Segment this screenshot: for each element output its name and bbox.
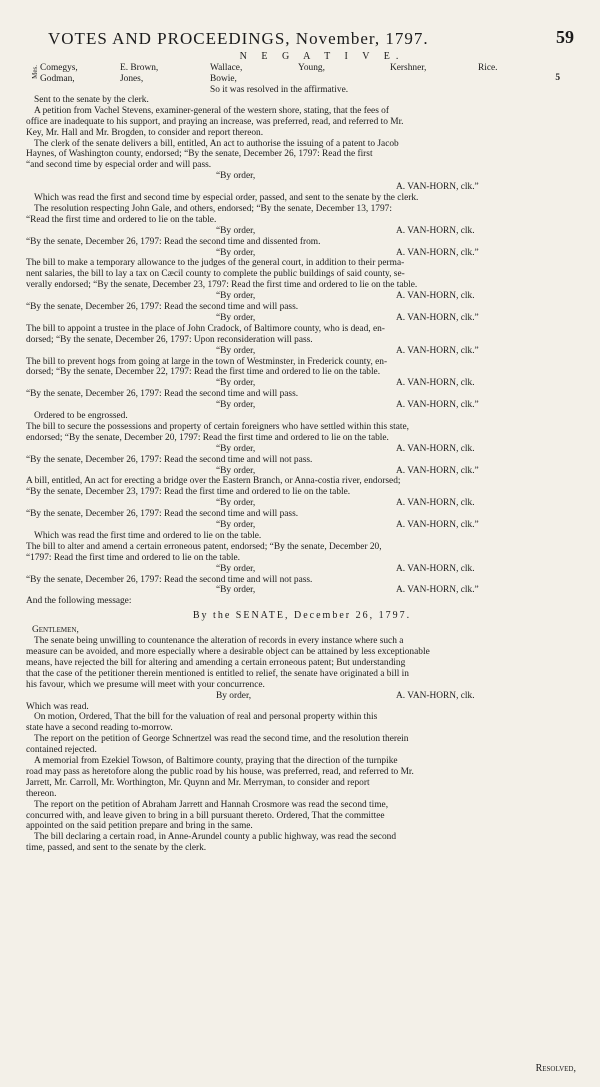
clerk-signature: A. VAN-HORN, clk.”: [396, 465, 479, 476]
text-line: “By the senate, December 26, 1797: Read the second time and will pass.: [26, 389, 299, 400]
text-line: endorsed; “By the senate, December 20, 1797: Read the first time and ordered to lie on the table.: [26, 432, 389, 443]
clerk-signature: A. VAN-HORN, clk.: [396, 563, 475, 574]
text-line: Which was read the first time and ordered to lie on the table.: [34, 530, 262, 541]
signature-row: [26, 520, 578, 531]
voter-name: E. Brown,: [120, 62, 159, 73]
voter-name: Wallace,: [210, 62, 243, 73]
names-col-6: [478, 63, 498, 74]
text-line: The bill to make a temporary allowance to the judges of the general court, in addition to their perma-: [26, 258, 405, 269]
by-order: “By order,: [216, 465, 256, 476]
by-order: “By order,: [216, 247, 256, 258]
text-line: The bill to alter and amend a certain erroneous patent, endorsed; “By the senate, December 20,: [26, 541, 382, 552]
text-line: that the case of the petitioner therein mentioned is entitled to relief, the senate have originated a bill in: [26, 668, 409, 679]
signature-row: [26, 291, 578, 302]
by-order: “By order,: [216, 520, 256, 531]
negative-vote-names: [31, 62, 578, 95]
names-col-1: [40, 63, 78, 85]
signature-row: [26, 171, 578, 182]
page-number: 59: [556, 27, 574, 47]
text-line: And the following message:: [26, 596, 132, 607]
by-order: “By order,: [216, 400, 256, 411]
signature-row: [26, 498, 578, 509]
by-order: “By order,: [216, 585, 256, 596]
negative-heading: N E G A T I V E.: [239, 51, 405, 62]
by-order: “By order,: [216, 171, 256, 182]
text-line: Ordered to be engrossed.: [34, 411, 128, 422]
text-line: Haynes, of Washington county, endorsed; “By the senate, December 26, 1797: Read the first: [26, 149, 373, 160]
by-order: “By order,: [216, 563, 256, 574]
text-line: Sent to the senate by the clerk.: [34, 94, 149, 105]
text-line: Which was read the first and second time by especial order, passed, and sent to the senate by the clerk.: [34, 193, 419, 204]
voter-name: Young,: [298, 62, 325, 73]
text-line: The senate being unwilling to countenance the alteration of records in every instance where such a: [34, 636, 404, 647]
text-line: “Read the first time and ordered to lie on the table.: [26, 214, 217, 225]
text-line: The bill to secure the possessions and property of certain foreigners who have settled within this state,: [26, 421, 409, 432]
signature-row: [26, 400, 578, 411]
text-line: contained rejected.: [26, 745, 97, 756]
clerk-signature: A. VAN-HORN, clk.”: [396, 312, 479, 323]
running-title: VOTES AND PROCEEDINGS, November, 1797.: [48, 29, 429, 48]
text-line: his favour, which we presume will meet with your concurrence.: [26, 679, 265, 690]
names-col-5: [390, 63, 426, 74]
by-order: “By order,: [216, 291, 256, 302]
voter-name: Comegys,: [40, 62, 78, 73]
clerk-signature: A. VAN-HORN, clk.”: [396, 345, 479, 356]
clerk-signature: A. VAN-HORN, clk.: [396, 378, 475, 389]
clerk-signature: A. VAN-HORN, clk.”: [396, 520, 479, 531]
text-line: verally endorsed; “By the senate, December 23, 1797: Read the first time and ordered to lie on the table.: [26, 280, 418, 291]
text-line: “1797: Read the first time and ordered to lie on the table.: [26, 552, 240, 563]
text-line: “By the senate, December 23, 1797: Read the first time and ordered to lie on the table.: [26, 487, 351, 498]
text-line: A petition from Vachel Stevens, examiner-general of the western shore, stating, that the fees of: [34, 105, 389, 116]
catchword: Resolved,: [535, 1063, 576, 1075]
text-line: dorsed; “By the senate, December 22, 1797: Read the first time and ordered to lie on the table.: [26, 367, 381, 378]
text-line: “By the senate, December 26, 1797: Read the second time and will not pass.: [26, 574, 313, 585]
by-order: “By order,: [216, 498, 256, 509]
resolved-line: So it was resolved in the affirmative.: [210, 84, 349, 95]
text-line: Key, Mr. Hall and Mr. Brogden, to consider and report thereon.: [26, 127, 264, 138]
text-line: state have a second reading to-morrow.: [26, 723, 173, 734]
text-line: The bill to prevent hogs from going at large in the town of Westminster, in Frederick county, en-: [26, 356, 388, 367]
text-line: On motion, Ordered, That the bill for the valuation of real and personal property within this: [34, 712, 378, 723]
page-header: [26, 26, 578, 52]
text-line: time, passed, and sent to the senate by the clerk.: [26, 843, 207, 854]
signature-row: [26, 346, 578, 357]
text-line: A memorial from Ezekiel Towson, of Baltimore county, praying that the direction of the turnpike: [34, 756, 398, 767]
voter-name: Rice.: [478, 62, 498, 73]
text-line: appointed on the said petition prepare and bring in the same.: [26, 821, 253, 832]
clerk-signature: A. VAN-HORN, clk.: [396, 498, 475, 509]
text-line: “and second time by especial order and will pass.: [26, 160, 212, 171]
message-heading: By the SENATE, December 26, 1797.: [192, 610, 412, 622]
signature-row: [26, 182, 578, 193]
voter-name: Kershner,: [390, 62, 427, 73]
negative-count: 5: [555, 72, 560, 83]
text-line: dorsed; “By the senate, December 26, 1797: Upon reconsideration will pass.: [26, 334, 313, 345]
clerk-signature: A. VAN-HORN, clk.”: [396, 400, 479, 411]
signature-row: [26, 691, 578, 702]
text-line: Jarrett, Mr. Carroll, Mr. Worthington, Mr. Quynn and Mr. Merryman, to consider and report: [26, 777, 370, 788]
text-line: “By the senate, December 26, 1797: Read the second time and will pass.: [26, 509, 299, 520]
text-line: “By the senate, December 26, 1797: Read the second time and will pass.: [26, 302, 299, 313]
by-order: “By order,: [216, 443, 256, 454]
by-order: “By order,: [216, 345, 256, 356]
text-line: measure can be avoided, and more especially where a desirable object can be attained by less exceptionable: [26, 646, 430, 657]
signature-row: [26, 564, 578, 575]
signature-row: [26, 226, 578, 237]
text-line: The clerk of the senate delivers a bill, entitled, An act to authorise the issuing of a patent to Jacob: [34, 138, 399, 149]
text-line: The report on the petition of George Schnertzel was read the second time, and the resolution therein: [34, 734, 409, 745]
text-line: office are inadequate to his support, and praying an increase, was preferred, read, and referred to Mr.: [26, 116, 404, 127]
names-col-3: [210, 63, 242, 85]
clerk-signature: A. VAN-HORN, clk.”: [396, 247, 479, 258]
text-line: The report on the petition of Abraham Jarrett and Hannah Crosmore was read the second time,: [34, 799, 389, 810]
text-line: thereon.: [26, 788, 57, 799]
text-line: The bill to appoint a trustee in the place of John Cradock, of Baltimore county, who is dead, en-: [26, 323, 385, 334]
clerk-signature: A. VAN-HORN, clk.: [396, 225, 475, 236]
by-order: “By order,: [216, 378, 256, 389]
signature-row: [26, 378, 578, 389]
clerk-signature: A. VAN-HORN, clk.: [396, 291, 475, 302]
voter-name: Jones,: [120, 73, 144, 84]
clerk-signature: A. VAN-HORN, clk.: [396, 690, 475, 701]
text-line: The resolution respecting John Gale, and others, endorsed; “By the senate, December 13, 1797:: [34, 203, 392, 214]
by-order: “By order,: [216, 312, 256, 323]
text-line: concurred with, and leave given to bring in a bill pursuant thereto. Ordered, That the committee: [26, 810, 385, 821]
text-line: A bill, entitled, An act for erecting a bridge over the Eastern Branch, or Anna-costia river, endorsed;: [26, 476, 401, 487]
signature-row: [26, 313, 578, 324]
by-order: “By order,: [216, 225, 256, 236]
voter-name: Bowie,: [210, 73, 237, 84]
by-order: By order,: [216, 690, 252, 701]
signature-row: [26, 444, 578, 455]
clerk-signature: A. VAN-HORN, clk.”: [396, 182, 479, 193]
text-line: Which was read.: [26, 701, 89, 712]
text-line: The bill declaring a certain road, in Anne-Arundel county a public highway, was read the second: [34, 832, 397, 843]
names-col-4: [298, 63, 325, 74]
salutation: Gentlemen,: [32, 625, 79, 636]
text-line: “By the senate, December 26, 1797: Read the second time and dissented from.: [26, 236, 321, 247]
voter-name: Godman,: [40, 73, 75, 84]
text-line: road may pass as heretofore along the public road by his house, was preferred, read, and referred to Mr.: [26, 766, 414, 777]
signature-row: [26, 585, 578, 596]
mes-label: Mes.: [31, 64, 39, 79]
clerk-signature: A. VAN-HORN, clk.: [396, 443, 475, 454]
signature-row: [26, 466, 578, 477]
text-line: means, have rejected the bill for altering and amending a certain erroneous patent; But understanding: [26, 657, 406, 668]
text-line: nent salaries, the bill to lay a tax on Cæcil county to complete the public buildings of said county, se-: [26, 269, 405, 280]
clerk-signature: A. VAN-HORN, clk.”: [396, 585, 479, 596]
text-line: “By the senate, December 26, 1797: Read the second time and will not pass.: [26, 454, 313, 465]
signature-row: [26, 248, 578, 259]
names-col-2: [120, 63, 158, 85]
